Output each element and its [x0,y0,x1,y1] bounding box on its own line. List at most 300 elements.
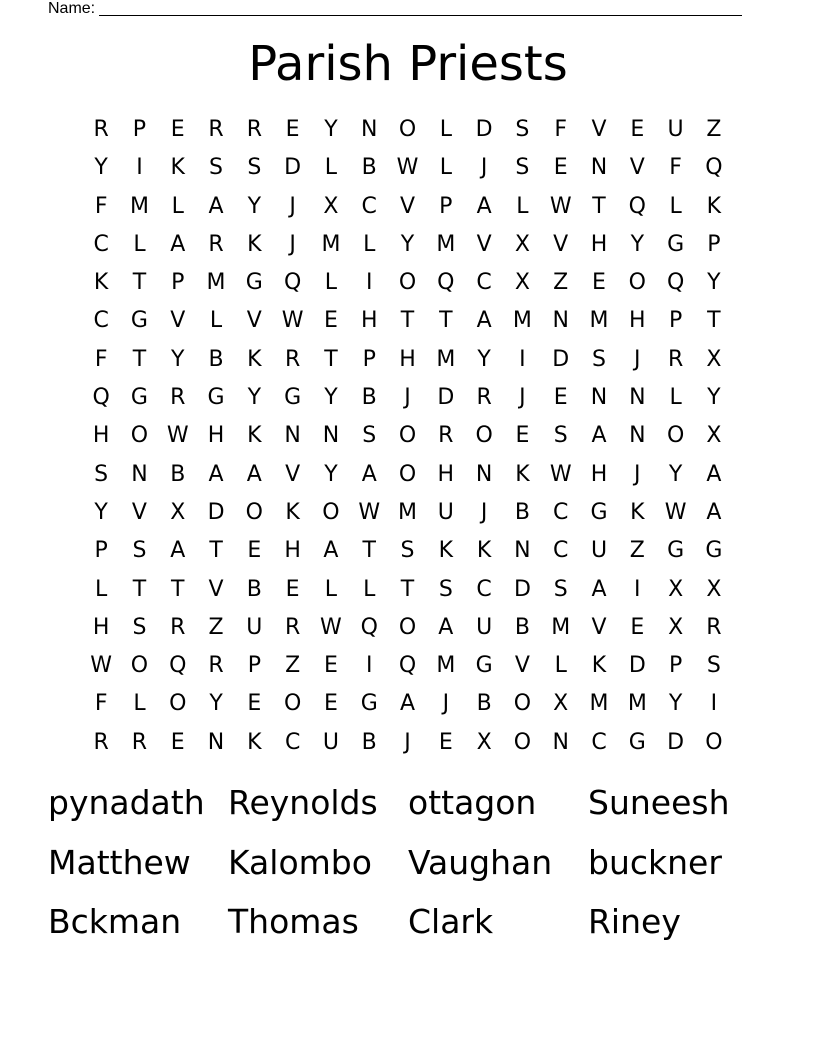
grid-letter: H [629,308,646,334]
grid-letter: C [93,231,109,257]
grid-letter: A [170,231,186,257]
grid-letter: O [322,499,340,525]
grid-letter: O [398,423,417,449]
grid-letter: S [553,576,568,602]
page-title: Parish Priests [248,36,568,92]
grid-letter: A [361,461,377,487]
grid-letter: M [398,499,418,525]
grid-letter: E [170,117,185,142]
grid-letter: G [284,385,302,411]
grid-letter: O [705,729,723,755]
grid-letter: S [94,461,109,487]
grid-letter: R [476,385,492,411]
grid-letter: M [321,231,341,257]
grid-letter: H [399,346,416,372]
word-list-item: pynadath [48,783,205,822]
grid-letter: D [628,653,646,679]
grid-letter: P [439,193,453,219]
grid-letter: G [360,691,378,717]
grid-letter: S [247,155,262,181]
grid-letter: Q [169,653,187,679]
grid-letter: A [208,461,224,487]
grid-letter: N [590,155,608,181]
grid-letter: P [94,538,108,564]
word-list-item: ottagon [408,783,537,822]
grid-letter: X [514,270,530,296]
grid-letter: I [634,576,641,602]
grid-letter: M [129,193,149,219]
grid-letter: J [289,231,296,257]
grid-letter: O [245,499,263,525]
grid-letter: U [590,538,608,564]
grid-letter: D [437,385,455,411]
grid-letter: Y [324,385,338,411]
grid-letter: T [171,576,185,602]
grid-letter: I [519,346,526,372]
grid-letter: I [710,691,718,717]
grid-letter: I [365,653,373,679]
grid-letter: I [136,155,143,181]
grid-letter: M [512,308,532,334]
grid-letter: V [285,461,301,487]
grid-letter: L [209,308,223,334]
grid-letter: R [170,614,186,640]
grid-letter: I [365,270,373,296]
grid-letter: E [630,614,645,640]
grid-letter: B [361,385,377,411]
grid-letter: O [398,614,417,640]
grid-letter: N [322,423,340,449]
grid-letter: Y [668,691,683,717]
grid-letter: H [92,423,110,449]
grid-letter: X [553,691,569,717]
grid-letter: V [553,231,569,257]
grid-letter: S [515,117,530,142]
grid-letter: K [630,499,645,525]
grid-letter: O [130,423,149,449]
grid-letter: E [323,653,338,679]
grid-letter: J [519,385,526,411]
grid-letter: J [442,691,450,717]
grid-letter: E [630,117,645,142]
grid-letter: N [284,423,301,449]
grid-letter: P [668,653,683,679]
grid-letter: Q [705,155,723,181]
grid-letter: W [358,499,381,525]
grid-letter: G [590,499,608,525]
grid-letter: Y [209,691,223,717]
grid-letter: C [284,729,301,755]
grid-letter: B [514,499,530,525]
grid-letter: F [94,193,108,219]
grid-letter: L [439,155,452,181]
grid-letter: A [399,691,416,717]
grid-letter: B [208,346,224,372]
grid-letter: E [247,691,262,717]
grid-letter: Q [666,270,685,296]
grid-letter: O [398,461,417,487]
grid-letter: R [667,346,684,372]
grid-letter: U [322,729,339,755]
grid-letter: W [396,155,419,181]
grid-letter: V [476,231,492,257]
grid-letter: N [629,423,646,449]
grid-letter: S [592,346,606,372]
grid-letter: F [554,117,568,142]
grid-letter: C [553,538,569,564]
grid-letter: S [132,538,147,564]
grid-letter: T [132,270,147,296]
grid-letter: V [591,117,607,142]
grid-letter: H [590,231,608,257]
grid-letter: U [246,614,263,640]
grid-letter: P [132,117,147,142]
grid-letter: R [170,385,186,411]
grid-letter: J [634,346,641,372]
grid-letter: G [245,270,263,296]
grid-letter: R [208,117,224,142]
grid-letter: T [209,538,223,564]
grid-letter: K [591,653,607,679]
grid-letter: P [247,653,261,679]
word-list [48,780,768,959]
grid-letter: M [627,691,647,717]
word-list-item: Kalombo [228,842,372,882]
grid-letter: Z [706,117,722,142]
grid-letter: R [131,729,148,755]
grid-letter: D [552,346,570,372]
grid-letter: W [664,499,687,525]
grid-letter: F [669,155,682,181]
grid-letter: J [404,385,411,411]
grid-letter: Q [628,193,646,219]
grid-letter: B [361,729,377,755]
grid-letter: T [592,193,606,219]
grid-letter: K [247,231,262,257]
grid-letter: O [513,729,532,755]
grid-letter: S [553,423,568,449]
grid-letter: Z [208,614,224,640]
grid-letter: L [554,653,567,679]
grid-letter: Y [630,231,645,257]
grid-letter: A [246,461,262,487]
grid-letter: B [514,614,530,640]
grid-letter: Z [629,538,645,564]
grid-letter: E [170,729,185,755]
grid-letter: L [669,385,682,411]
word-list-item: Reynolds [228,783,378,822]
grid-letter: O [283,691,302,717]
grid-letter: L [324,576,338,602]
grid-letter: O [169,691,187,717]
grid-letter: N [590,385,608,411]
grid-letter: C [476,270,492,296]
grid-letter: M [206,270,226,296]
grid-letter: W [281,308,304,334]
grid-letter: T [132,576,147,602]
grid-letter: A [170,538,186,564]
grid-letter: W [549,461,572,487]
grid-letter: N [207,729,225,755]
grid-letter: V [514,653,530,679]
grid-letter: M [436,653,456,679]
grid-letter: H [590,461,608,487]
grid-letter: V [208,576,224,602]
grid-letter: E [553,155,568,181]
grid-letter: H [437,461,455,487]
grid-letter: S [132,614,147,640]
grid-letter: M [551,614,571,640]
grid-letter: Y [171,346,185,372]
grid-letter: Y [247,193,262,219]
grid-letter: R [208,653,224,679]
grid-letter: C [93,308,109,334]
grid-letter: M [436,231,456,257]
grid-letter: L [324,155,338,181]
grid-letter: V [246,308,262,334]
word-list-item: buckner [588,842,722,882]
word-list-item: Bckman [48,902,182,941]
grid-letter: Y [324,117,338,142]
grid-letter: D [207,499,225,525]
grid-letter: A [476,308,492,334]
grid-letter: N [552,308,569,334]
grid-letter: L [171,193,184,219]
grid-letter: Y [324,461,338,487]
grid-letter: Z [553,270,569,296]
grid-letter: H [360,308,378,334]
grid-letter: J [634,461,641,487]
grid-letter: D [667,729,685,755]
grid-letter: G [628,729,646,755]
grid-letter: G [705,538,723,564]
name-label: Name: [48,0,96,17]
grid-letter: R [208,231,224,257]
grid-letter: W [90,653,113,679]
grid-letter: G [207,385,225,411]
grid-letter: S [438,576,453,602]
grid-letter: X [514,231,530,257]
grid-letter: Y [668,461,683,487]
grid-letter: T [132,346,147,372]
grid-letter: U [437,499,454,525]
word-list-item: Clark [408,902,494,941]
grid-letter: K [247,729,262,755]
grid-letter: Q [437,270,455,296]
grid-letter: P [668,308,683,334]
grid-letter: R [93,117,109,142]
grid-letter: K [247,346,262,372]
grid-letter: G [667,231,685,257]
grid-letter: N [475,461,493,487]
grid-letter: Y [94,155,108,181]
grid-letter: H [92,614,110,640]
grid-letter: K [170,155,185,181]
grid-letter: E [515,423,530,449]
grid-letter: J [404,729,411,755]
grid-letter: C [476,576,492,602]
grid-letter: Q [360,614,378,640]
grid-letter: E [438,729,453,755]
grid-letter: F [94,346,108,372]
grid-letter: S [400,538,415,564]
grid-letter: C [361,193,377,219]
grid-letter: L [95,576,108,602]
grid-letter: G [475,653,493,679]
grid-letter: V [629,155,645,181]
grid-letter: N [552,729,569,755]
grid-letter: P [171,270,185,296]
grid-letter: Q [398,653,417,679]
grid-letter: O [475,423,493,449]
grid-letter: G [130,308,148,334]
grid-letter: B [246,576,262,602]
grid-letter: D [284,155,302,181]
grid-letter: J [289,193,296,219]
grid-letter: L [363,231,376,257]
grid-letter: C [591,729,607,755]
grid-letter: D [513,576,531,602]
grid-letter: K [247,423,262,449]
grid-letter: E [323,691,338,717]
grid-letter: E [592,270,606,296]
grid-letter: G [667,538,685,564]
grid-letter: O [130,653,149,679]
grid-letter: L [669,193,682,219]
grid-letter: S [209,155,224,181]
word-list-item: Thomas [228,902,359,941]
grid-letter: Z [285,653,301,679]
letter-grid [82,111,733,762]
grid-letter: K [438,538,454,564]
grid-letter: L [324,270,338,296]
grid-letter: O [398,270,417,296]
grid-letter: N [360,117,378,142]
grid-letter: A [438,614,454,640]
grid-letter: Q [92,385,110,411]
grid-letter: C [553,499,569,525]
grid-letter: E [553,385,568,411]
grid-letter: J [480,155,488,181]
name-row [48,0,742,18]
grid-letter: R [246,117,262,142]
grid-letter: V [591,614,607,640]
grid-letter: R [93,729,109,755]
grid-letter: K [515,461,530,487]
word-list-item: Matthew [48,842,191,882]
word-list-item: Suneesh [588,783,730,822]
grid-letter: W [166,423,189,449]
grid-letter: U [476,614,493,640]
grid-letter: Q [283,270,302,296]
grid-letter: E [323,308,338,334]
grid-letter: S [362,423,377,449]
grid-letter: T [400,576,415,602]
grid-letter: M [589,691,609,717]
grid-letter: N [514,538,531,564]
grid-letter: L [363,576,376,602]
grid-letter: R [438,423,454,449]
grid-letter: M [436,346,456,372]
grid-letter: W [549,193,572,219]
grid-letter: E [247,538,262,564]
grid-letter: L [439,117,452,142]
grid-letter: N [131,461,148,487]
grid-letter: R [706,614,722,640]
grid-letter: L [133,231,146,257]
grid-letter: A [476,193,492,219]
grid-letter: W [320,614,342,640]
grid-letter: V [399,193,416,219]
grid-letter: N [629,385,646,411]
grid-letter: O [666,423,685,449]
grid-letter: V [170,308,186,334]
grid-letter: K [476,538,492,564]
grid-letter: X [170,499,186,525]
grid-letter: Y [247,385,262,411]
grid-letter: X [476,729,492,755]
grid-letter: T [324,346,338,372]
grid-letter: O [398,117,417,142]
grid-letter: L [516,193,529,219]
grid-letter: Y [707,385,721,411]
grid-letter: R [284,614,301,640]
grid-letter: A [706,499,722,525]
grid-letter: U [667,117,684,142]
grid-letter: T [439,308,453,334]
grid-letter: Y [707,270,721,296]
word-list-item: Vaughan [408,842,553,882]
grid-letter: A [323,538,339,564]
grid-letter: H [207,423,225,449]
grid-letter: A [706,461,722,487]
grid-letter: X [706,423,722,449]
grid-letter: A [208,193,224,219]
grid-letter: A [591,423,607,449]
grid-letter: X [706,346,722,372]
word-list-item: Riney [588,902,681,941]
grid-letter: B [476,691,492,717]
grid-letter: K [93,270,109,296]
grid-letter: D [475,117,493,142]
grid-letter: B [361,155,377,181]
grid-letter: A [591,576,607,602]
grid-letter: G [130,385,148,411]
grid-letter: Y [400,231,415,257]
grid-letter: L [133,691,146,717]
grid-letter: X [706,576,722,602]
grid-letter: P [362,346,376,372]
grid-letter: R [284,346,301,372]
grid-letter: F [94,691,108,717]
grid-letter: Y [477,346,491,372]
grid-letter: S [706,653,721,679]
grid-letter: T [707,308,721,334]
grid-letter: Y [94,499,108,525]
grid-letter: E [285,117,300,142]
grid-letter: K [706,193,722,219]
grid-letter: X [668,614,684,640]
name-line[interactable] [99,0,742,16]
grid-letter: T [362,538,376,564]
grid-letter: B [170,461,186,487]
grid-letter: P [707,231,721,257]
grid-letter: E [285,576,300,602]
grid-letter: J [480,499,488,525]
grid-letter: O [628,270,646,296]
grid-letter: S [515,155,530,181]
grid-letter: K [285,499,300,525]
